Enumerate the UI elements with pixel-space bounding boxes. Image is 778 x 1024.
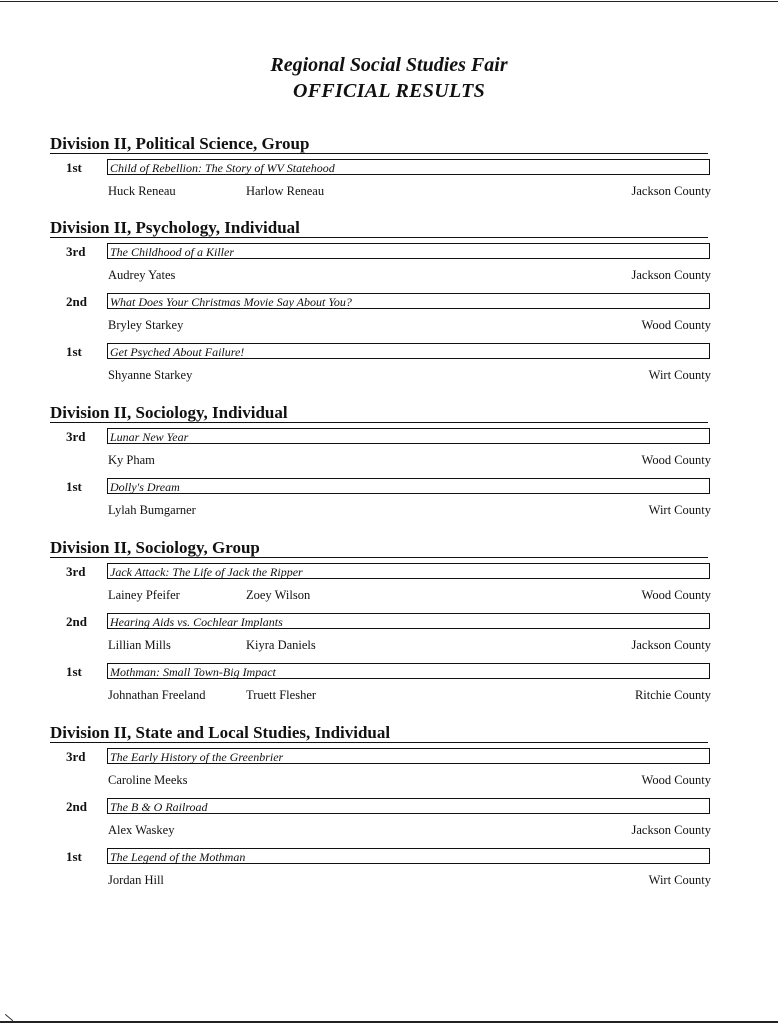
place-label: 2nd — [66, 614, 87, 629]
student-name: Alex Waskey — [108, 823, 175, 837]
county-name: Jackson County — [631, 184, 711, 198]
project-title: The Legend of the Mothman — [107, 848, 710, 864]
county-name: Wood County — [641, 453, 711, 467]
page-header — [0, 52, 778, 104]
division-heading: Division II, Sociology, Group — [50, 538, 708, 558]
project-title: Hearing Aids vs. Cochlear Implants — [107, 613, 710, 629]
student-name: Caroline Meeks — [108, 773, 188, 787]
project-title: Get Psyched About Failure! — [107, 343, 710, 359]
place-label: 1st — [66, 479, 82, 494]
student-name: Shyanne Starkey — [108, 368, 193, 382]
county-name: Jackson County — [631, 638, 711, 652]
place-label: 2nd — [66, 799, 87, 814]
student-name: Ky Pham — [108, 453, 155, 467]
project-title: The Early History of the Greenbrier — [107, 748, 710, 764]
student-name: Harlow Reneau — [246, 184, 325, 198]
county-name: Wirt County — [648, 368, 711, 382]
county-name: Wood County — [641, 318, 711, 332]
project-title: Jack Attack: The Life of Jack the Ripper — [107, 563, 710, 579]
division-sociology-group — [50, 538, 711, 708]
county-name: Wood County — [641, 773, 711, 787]
result-entry — [50, 154, 711, 204]
county-name: Wirt County — [648, 873, 711, 887]
county-name: Jackson County — [631, 823, 711, 837]
county-name: Wood County — [641, 588, 711, 602]
result-entry — [50, 658, 711, 708]
division-heading: Division II, Political Science, Group — [50, 134, 708, 154]
student-name: Jordan Hill — [108, 873, 164, 887]
scan-bottom-edge — [0, 1021, 778, 1023]
project-title: Child of Rebellion: The Story of WV Statehood — [107, 159, 710, 175]
student-name: Lillian Mills — [108, 638, 171, 652]
student-name: Zoey Wilson — [246, 588, 311, 602]
place-label: 3rd — [66, 429, 86, 444]
place-label: 1st — [66, 160, 82, 175]
project-title: The B & O Railroad — [107, 798, 710, 814]
student-name: Bryley Starkey — [108, 318, 184, 332]
project-title: Dolly's Dream — [107, 478, 710, 494]
student-name: Lainey Pfeifer — [108, 588, 180, 602]
division-heading: Division II, Psychology, Individual — [50, 218, 708, 238]
county-name: Wirt County — [648, 503, 711, 517]
student-name: Johnathan Freeland — [108, 688, 206, 702]
result-entry — [50, 608, 711, 658]
place-label: 1st — [66, 344, 82, 359]
result-entry — [50, 288, 711, 338]
county-name: Jackson County — [631, 268, 711, 282]
project-title: Lunar New Year — [107, 428, 710, 444]
results-title: OFFICIAL RESULTS — [292, 80, 486, 102]
division-heading: Division II, Sociology, Individual — [50, 403, 708, 423]
division-psychology-individual — [50, 218, 711, 388]
county-name: Ritchie County — [634, 688, 711, 702]
place-label: 1st — [66, 664, 82, 679]
result-entry — [50, 338, 711, 388]
division-heading: Division II, State and Local Studies, Individual — [50, 723, 708, 743]
place-label: 3rd — [66, 244, 86, 259]
division-political-science-group — [50, 134, 711, 204]
result-entry — [50, 793, 711, 843]
student-name: Huck Reneau — [108, 184, 176, 198]
result-entry — [50, 423, 711, 473]
place-label: 3rd — [66, 749, 86, 764]
student-name: Audrey Yates — [108, 268, 176, 282]
project-title: The Childhood of a Killer — [107, 243, 710, 259]
project-title: Mothman: Small Town-Big Impact — [107, 663, 710, 679]
scan-top-edge — [0, 1, 778, 2]
place-label: 1st — [66, 849, 82, 864]
result-entry — [50, 843, 711, 893]
division-sociology-individual — [50, 403, 711, 523]
student-name: Lylah Bumgarner — [108, 503, 196, 517]
place-label: 2nd — [66, 294, 87, 309]
student-name: Truett Flesher — [246, 688, 317, 702]
result-entry — [50, 743, 711, 793]
division-state-local-studies-individual — [50, 723, 711, 893]
fair-title: Regional Social Studies Fair — [270, 54, 508, 76]
result-entry — [50, 558, 711, 608]
student-name: Kiyra Daniels — [246, 638, 316, 652]
project-title: What Does Your Christmas Movie Say About You? — [107, 293, 710, 309]
result-entry — [50, 238, 711, 288]
place-label: 3rd — [66, 564, 86, 579]
result-entry — [50, 473, 711, 523]
